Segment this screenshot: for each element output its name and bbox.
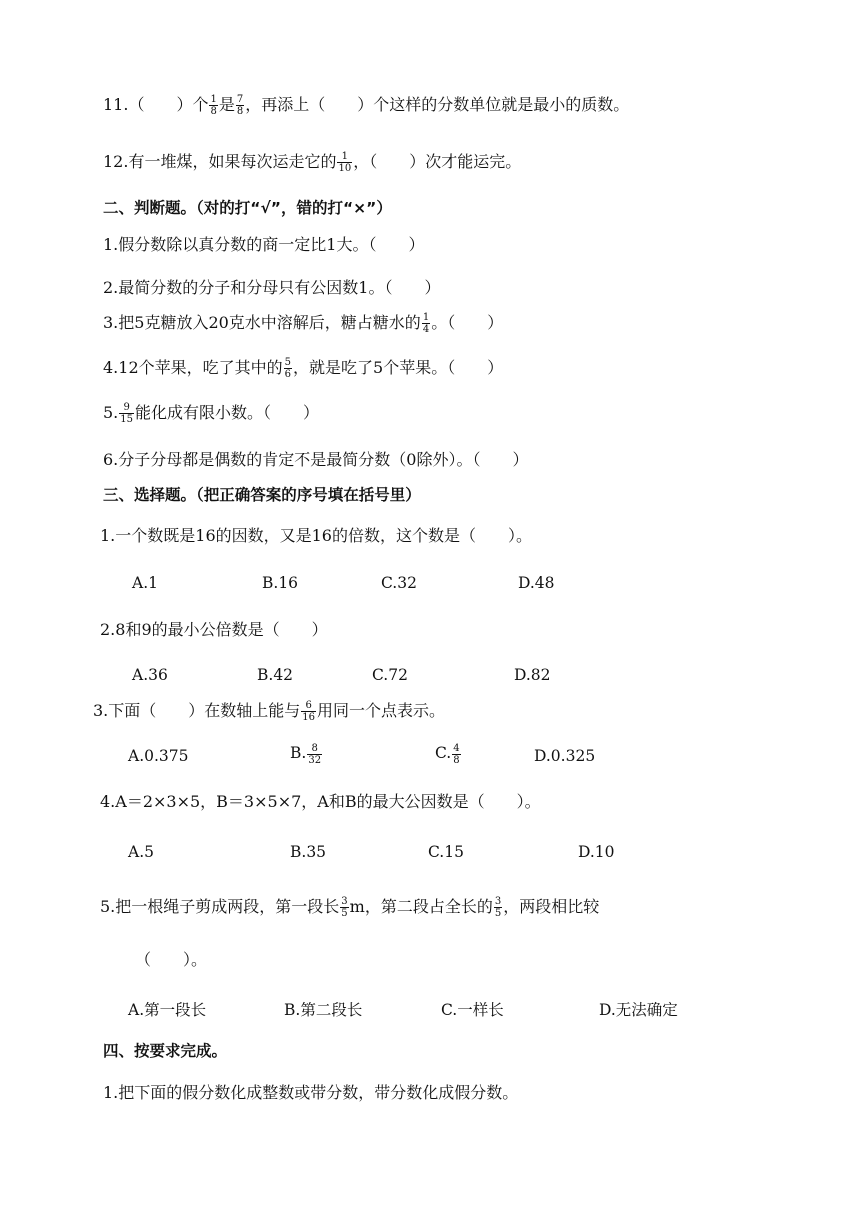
fraction (236, 94, 244, 117)
fraction (284, 357, 292, 380)
choice-q1-option-c[interactable]: C.32 (381, 574, 417, 592)
choice-q2-option-b[interactable]: B.42 (257, 666, 294, 684)
numerator: 8 (307, 743, 322, 755)
q12-text-a: 12.有一堆煤，如果每次运走它的 (103, 152, 337, 171)
numerator: 1 (422, 312, 430, 323)
choice-q3-text-a: 3.下面（ ）在数轴上能与 (93, 701, 301, 720)
choice-q4-option-d[interactable]: D.10 (578, 843, 615, 861)
choice-q3-text-b: 用同一个点表示。 (317, 701, 446, 720)
numerator: 1 (337, 151, 352, 163)
q11-text-c: ，再添上（ ）个这样的分数单位就是最小的质数。 (245, 95, 630, 114)
judge-question-3 (103, 311, 503, 335)
numerator: 1 (210, 94, 217, 105)
judge-question-4 (103, 356, 503, 380)
judge-question-2: 2.最简分数的分子和分母只有公因数1。（ ） (103, 278, 441, 297)
judge-q4-text-b: ，就是吃了5个苹果。（ ） (293, 358, 504, 377)
choice-q3-option-b[interactable] (290, 742, 323, 766)
denominator: 15 (120, 414, 133, 425)
denominator: 5 (341, 908, 348, 919)
denominator: 8 (453, 754, 460, 766)
choice-question-1: 1.一个数既是16的因数，又是16的倍数，这个数是（ ）。 (100, 526, 532, 545)
numerator: 5 (284, 357, 292, 368)
fraction (301, 700, 316, 723)
section-2-heading: 二、判断题。（对的打“√”，错的打“×”） (103, 199, 392, 217)
fraction (337, 151, 352, 174)
choice-q4-option-b[interactable]: B.35 (290, 843, 327, 861)
choice-q2-option-a[interactable]: A.36 (132, 666, 168, 684)
numerator: 6 (301, 700, 316, 712)
fraction (119, 402, 134, 425)
question-11 (103, 93, 629, 117)
fraction (494, 896, 502, 919)
fraction (307, 743, 322, 766)
choice-q1-option-d[interactable]: D.48 (518, 574, 555, 592)
choice-q3-option-d[interactable]: D.0.325 (534, 747, 596, 765)
option-label: C. (435, 744, 452, 762)
choice-q1-option-a[interactable]: A.1 (132, 574, 158, 592)
choice-q4-option-a[interactable]: A.5 (128, 843, 154, 861)
choice-question-2: 2.8和9的最小公倍数是（ ） (100, 620, 328, 639)
choice-question-4: 4.A＝2×3×5，B＝3×5×7，A和B的最大公因数是（ ）。 (100, 792, 541, 811)
task-question-1: 1.把下面的假分数化成整数或带分数，带分数化成假分数。 (103, 1083, 519, 1102)
choice-q5-option-a[interactable]: A.第一段长 (128, 1001, 207, 1019)
judge-question-5 (103, 401, 319, 425)
choice-question-5 (100, 895, 599, 919)
numerator: 7 (236, 94, 244, 105)
denominator: 10 (338, 163, 352, 174)
judge-q3-text-a: 3.把5克糖放入20克水中溶解后，糖占糖水的 (103, 313, 421, 332)
section-3-heading: 三、选择题。（把正确答案的序号填在括号里） (103, 486, 421, 504)
denominator: 5 (494, 908, 502, 919)
fraction (422, 312, 430, 335)
fraction (340, 896, 348, 919)
fraction (209, 94, 217, 117)
numerator: 3 (494, 896, 502, 907)
denominator: 4 (422, 324, 430, 335)
denominator: 8 (236, 106, 244, 117)
judge-q4-text-a: 4.12个苹果，吃了其中的 (103, 358, 283, 377)
option-label: B. (290, 744, 307, 762)
choice-q3-option-a[interactable]: A.0.375 (128, 747, 189, 765)
choice-question-3 (93, 699, 445, 723)
denominator: 32 (308, 754, 322, 766)
denominator: 8 (210, 106, 217, 117)
choice-q5-text-c: ，两段相比较 (503, 897, 600, 916)
section-4-heading: 四、按要求完成。 (103, 1042, 228, 1060)
judge-q5-text-b: 能化成有限小数。（ ） (135, 403, 320, 422)
choice-q5-option-d[interactable]: D.无法确定 (599, 1001, 678, 1019)
numerator: 4 (453, 742, 460, 754)
judge-question-1: 1.假分数除以真分数的商一定比1大。（ ） (103, 235, 425, 254)
choice-q5-option-b[interactable]: B.第二段长 (284, 1001, 363, 1019)
q12-text-b: ，（ ）次才能运完。 (353, 152, 522, 171)
q11-text-b: 是 (218, 95, 235, 114)
choice-q4-option-c[interactable]: C.15 (428, 843, 464, 861)
judge-question-6: 6.分子分母都是偶数的肯定不是最简分数（0除外）。（ ） (103, 450, 529, 469)
question-12 (103, 150, 521, 174)
choice-q5-blank: （ ）。 (135, 950, 208, 969)
choice-q2-option-c[interactable]: C.72 (372, 666, 408, 684)
denominator: 6 (284, 369, 292, 380)
choice-q1-option-b[interactable]: B.16 (262, 574, 299, 592)
choice-q2-option-d[interactable]: D.82 (514, 666, 551, 684)
fraction (452, 743, 460, 766)
judge-q5-text-a: 5. (103, 403, 119, 422)
choice-q5-option-c[interactable]: C.一样长 (441, 1001, 504, 1019)
numerator: 9 (119, 402, 134, 414)
choice-q5-text-a: 5.把一根绳子剪成两段，第一段长 (100, 897, 340, 916)
q11-text-a: 11.（ ）个 (103, 95, 209, 114)
judge-q3-text-b: 。（ ） (431, 313, 504, 332)
numerator: 3 (341, 896, 348, 907)
choice-q5-text-b: m，第二段占全长的 (349, 897, 493, 916)
denominator: 16 (302, 712, 316, 723)
choice-q3-option-c[interactable] (435, 742, 462, 766)
